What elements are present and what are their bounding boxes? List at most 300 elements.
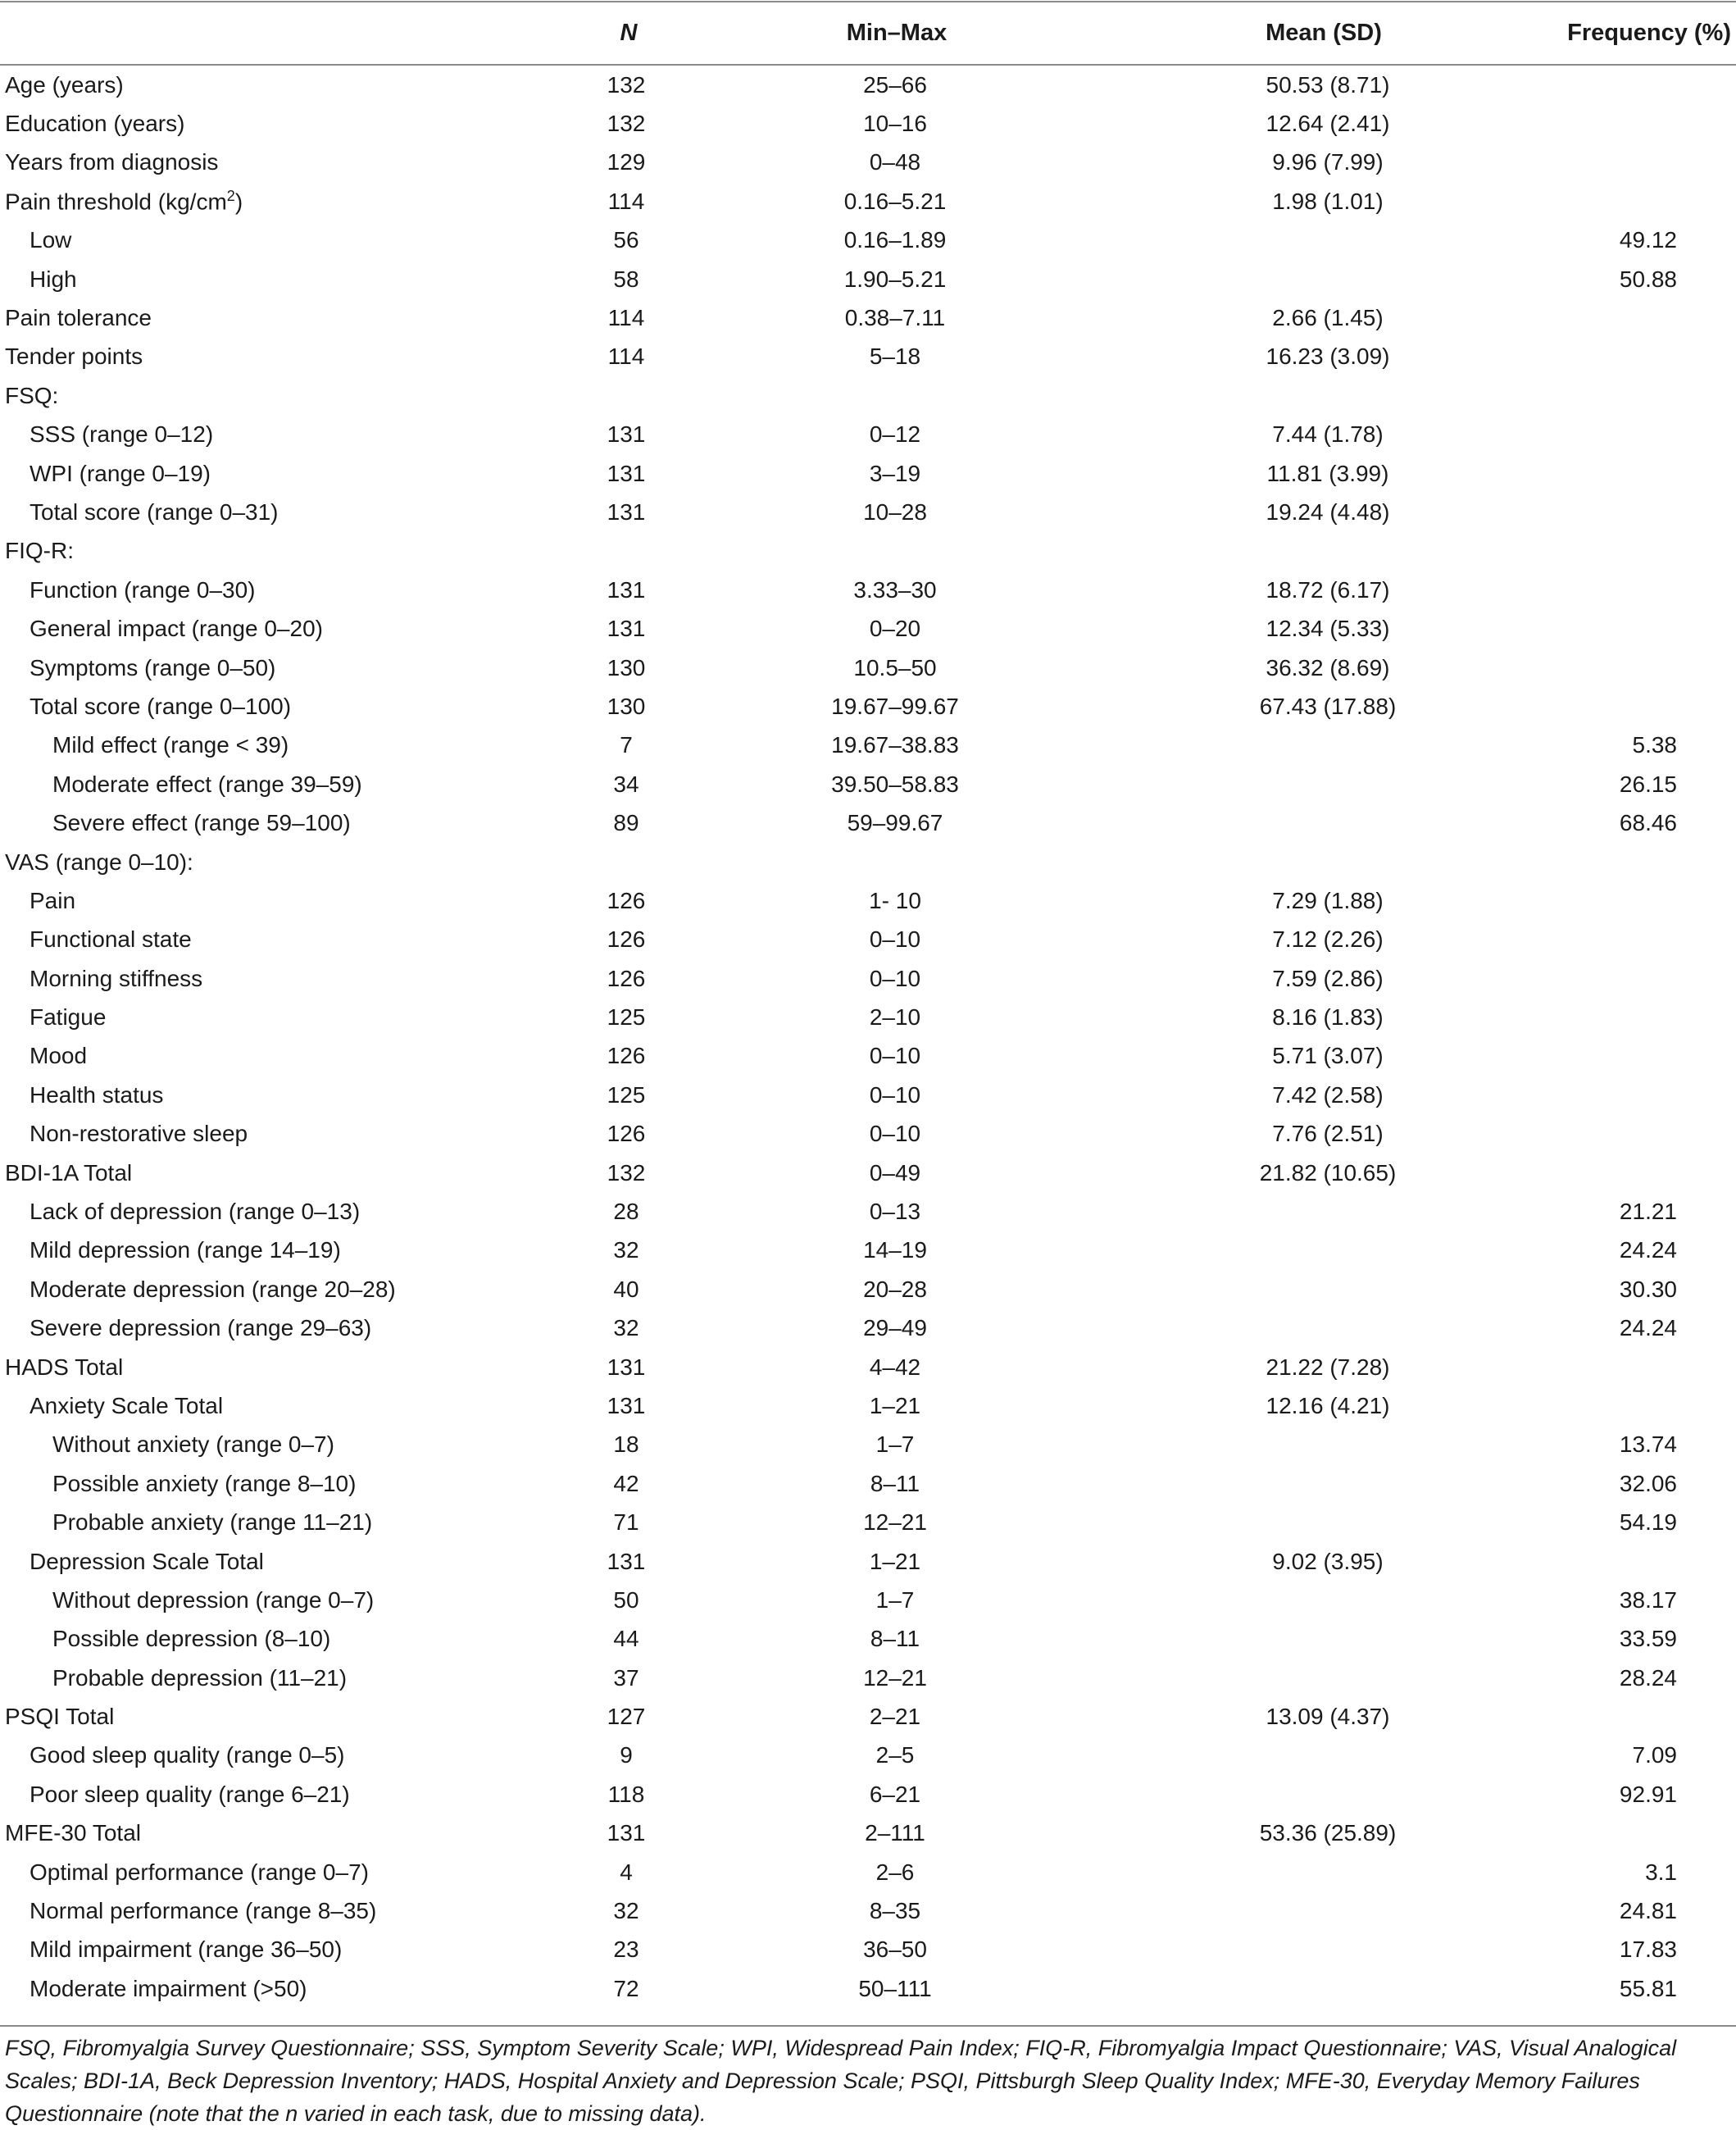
cell-min-max	[688, 376, 1164, 415]
table-row	[0, 104, 1736, 143]
row-label	[0, 959, 574, 998]
cell-n: 89	[613, 810, 639, 836]
cell-n: 126	[607, 1121, 646, 1147]
table-row	[0, 182, 1736, 221]
row-label	[0, 532, 574, 571]
row-label-text: Age (years)	[5, 71, 124, 98]
cell-n: 9	[620, 1742, 633, 1768]
cell-min-max: 19.67–38.83	[831, 732, 959, 758]
table-bottom-rule	[0, 2025, 1736, 2027]
cell-frequency	[1451, 1037, 1736, 1076]
cell-n: 131	[607, 460, 646, 486]
cell-n: 132	[607, 71, 646, 98]
cell-min-max: 1–7	[875, 1431, 915, 1458]
table-row	[0, 1192, 1736, 1231]
cell-n: 71	[613, 1509, 639, 1536]
cell-min-max: 29–49	[863, 1315, 927, 1341]
cell-min-max: 0–10	[869, 965, 921, 991]
row-label-text: WPI (range 0–19)	[30, 460, 211, 486]
cell-min-max: 0–12	[869, 421, 921, 448]
table-row	[0, 338, 1736, 376]
table-row	[0, 454, 1736, 493]
table-row	[0, 1814, 1736, 1853]
cell-mean-sd: 50.53 (8.71)	[1266, 71, 1390, 98]
cell-min-max	[688, 532, 1164, 571]
table-row	[0, 1270, 1736, 1308]
row-label-text: Moderate depression (range 20–28)	[30, 1276, 396, 1302]
row-label	[0, 1853, 574, 1891]
table-row	[0, 649, 1736, 687]
cell-min-max: 0–10	[869, 1121, 921, 1147]
cell-frequency: 33.59	[1619, 1626, 1677, 1652]
table-row	[0, 803, 1736, 842]
row-label	[0, 803, 574, 842]
row-label-text: Poor sleep quality (range 6–21)	[30, 1781, 350, 1807]
cell-n	[574, 843, 688, 881]
row-label-text: Symptoms (range 0–50)	[30, 654, 276, 680]
cell-min-max: 36–50	[863, 1937, 927, 1963]
row-label-text: FSQ:	[5, 382, 59, 408]
table-row	[0, 1231, 1736, 1270]
cell-min-max: 8–11	[870, 1626, 920, 1652]
row-label	[0, 1891, 574, 1930]
row-label-text: Total score (range 0–100)	[30, 693, 292, 719]
cell-n: 130	[607, 654, 646, 680]
cell-frequency	[1451, 532, 1736, 571]
cell-frequency: 54.19	[1619, 1509, 1677, 1536]
row-label	[0, 1270, 574, 1308]
cell-min-max: 0.38–7.11	[844, 305, 946, 331]
cell-n	[574, 532, 688, 571]
table-row	[0, 1309, 1736, 1348]
table-row	[0, 493, 1736, 531]
table-row	[0, 376, 1736, 415]
cell-frequency	[1451, 1814, 1736, 1853]
row-label-text: HADS Total	[5, 1354, 124, 1380]
cell-min-max: 0–13	[869, 1199, 921, 1225]
row-label-text: Fatigue	[30, 1004, 107, 1031]
cell-frequency	[1451, 338, 1736, 376]
cell-frequency: 24.24	[1619, 1237, 1677, 1263]
cell-mean-sd	[1164, 1503, 1451, 1541]
row-label	[0, 1931, 574, 1969]
cell-frequency	[1451, 1386, 1736, 1425]
row-label-text: Functional state	[30, 926, 192, 953]
table-row	[0, 1503, 1736, 1541]
cell-mean-sd: 13.09 (4.37)	[1266, 1704, 1390, 1730]
cell-n: 114	[607, 344, 645, 370]
header-n: N	[620, 19, 638, 46]
cell-mean-sd	[1164, 1464, 1451, 1503]
cell-mean-sd	[1164, 1736, 1451, 1775]
cell-frequency: 28.24	[1619, 1664, 1677, 1691]
cell-mean-sd	[1164, 1192, 1451, 1231]
cell-n: 50	[613, 1586, 639, 1613]
row-label	[0, 687, 574, 726]
cell-min-max: 12–21	[863, 1509, 927, 1536]
row-label	[0, 104, 574, 143]
cell-min-max: 6–21	[869, 1781, 921, 1807]
cell-mean-sd: 12.34 (5.33)	[1266, 616, 1390, 642]
row-label-text: Mild effect (range < 39)	[52, 732, 289, 758]
cell-frequency	[1451, 298, 1736, 337]
cell-n: 58	[613, 266, 639, 292]
row-label	[0, 1620, 574, 1659]
row-label	[0, 260, 574, 298]
cell-n: 132	[607, 1159, 646, 1186]
table-row	[0, 1736, 1736, 1775]
cell-frequency: 49.12	[1619, 227, 1677, 253]
cell-frequency: 24.81	[1619, 1898, 1677, 1924]
row-label	[0, 1542, 574, 1581]
table-row	[0, 1076, 1736, 1114]
row-label	[0, 1309, 574, 1348]
cell-n: 132	[607, 111, 646, 137]
cell-frequency	[1451, 843, 1736, 881]
cell-mean-sd: 19.24 (4.48)	[1266, 498, 1390, 525]
table-row	[0, 221, 1736, 260]
cell-n: 7	[620, 732, 633, 758]
cell-n: 34	[613, 771, 639, 797]
table-row	[0, 1697, 1736, 1736]
row-label	[0, 1659, 574, 1697]
row-label	[0, 143, 574, 182]
row-label	[0, 1192, 574, 1231]
cell-frequency	[1451, 416, 1736, 454]
table-row	[0, 298, 1736, 337]
cell-n: 4	[620, 1859, 633, 1885]
header-mean-sd: Mean (SD)	[1266, 19, 1382, 46]
row-label	[0, 921, 574, 959]
cell-frequency	[1451, 609, 1736, 648]
cell-min-max: 0–49	[869, 1159, 921, 1186]
cell-min-max: 39.50–58.83	[831, 771, 959, 797]
row-label-text: FIQ-R:	[5, 538, 74, 564]
cell-frequency	[1451, 1076, 1736, 1114]
row-label-text: Pain	[30, 887, 76, 913]
row-label	[0, 765, 574, 803]
cell-mean-sd: 9.02 (3.95)	[1272, 1548, 1384, 1574]
cell-frequency	[1451, 66, 1736, 104]
cell-frequency: 3.1	[1645, 1859, 1677, 1885]
cell-n: 125	[607, 1004, 646, 1031]
cell-n: 18	[613, 1431, 639, 1458]
row-label-text: Severe depression (range 29–63)	[30, 1315, 372, 1341]
cell-mean-sd: 12.16 (4.21)	[1266, 1392, 1390, 1418]
table-row	[0, 1464, 1736, 1503]
cell-frequency	[1451, 1115, 1736, 1154]
cell-frequency	[1451, 143, 1736, 182]
row-label-text: Possible depression (8–10)	[52, 1626, 331, 1652]
cell-mean-sd: 67.43 (17.88)	[1259, 693, 1397, 719]
cell-n: 125	[607, 1081, 646, 1108]
header-row	[0, 0, 1736, 66]
table-body	[0, 66, 1736, 2009]
table-row	[0, 1620, 1736, 1659]
cell-n: 114	[607, 305, 645, 331]
table-row	[0, 1386, 1736, 1425]
cell-min-max: 19.67–99.67	[831, 693, 959, 719]
cell-mean-sd	[1164, 1775, 1451, 1814]
cell-min-max: 2–10	[869, 1004, 921, 1031]
cell-frequency	[1451, 649, 1736, 687]
cell-mean-sd: 7.76 (2.51)	[1272, 1121, 1384, 1147]
cell-mean-sd	[1164, 1969, 1451, 2008]
cell-n: 32	[613, 1237, 639, 1263]
row-label	[0, 843, 574, 881]
cell-mean-sd: 7.29 (1.88)	[1272, 887, 1384, 913]
cell-mean-sd	[1164, 1659, 1451, 1697]
row-label	[0, 298, 574, 337]
cell-frequency: 7.09	[1632, 1742, 1677, 1768]
table-row	[0, 1542, 1736, 1581]
table-footnote: FSQ, Fibromyalgia Survey Questionnaire; SSS, Symptom Severity Scale; WPI, Widespread Pain Index; FIQ-R, Fibromyalgia Impact Questionnaire; VAS, Visual Analogical Scales; BDI-1A, Beck Depression Inventory; HADS, Hospital Anxiety and Depression Scale; PSQI, Pittsburgh Sleep Quality Index; MFE-30, Everyday Memory Failures Questionnaire (note that the n varied in each task, due to missing data).	[5, 2036, 1677, 2126]
table-row	[0, 1969, 1736, 2008]
table-row	[0, 416, 1736, 454]
row-label-text: Probable anxiety (range 11–21)	[52, 1509, 373, 1536]
row-label	[0, 1775, 574, 1814]
cell-frequency	[1451, 454, 1736, 493]
cell-n: 40	[613, 1276, 639, 1302]
cell-frequency	[1451, 1348, 1736, 1386]
header-frequency: Frequency (%)	[1567, 19, 1731, 46]
cell-min-max: 0–48	[869, 149, 921, 175]
row-label	[0, 1348, 574, 1386]
row-label-text: Pain threshold (kg/cm	[5, 189, 227, 215]
cell-frequency: 5.38	[1632, 732, 1677, 758]
row-label-text: General impact (range 0–20)	[30, 616, 323, 642]
cell-min-max: 0–10	[869, 1043, 921, 1069]
cell-min-max: 3–19	[869, 460, 921, 486]
cell-mean-sd: 53.36 (25.89)	[1259, 1820, 1397, 1846]
row-label-text: Low	[30, 227, 72, 253]
cell-frequency: 50.88	[1619, 266, 1677, 292]
cell-min-max: 0–20	[869, 616, 921, 642]
header-label	[0, 0, 574, 66]
cell-n: 42	[613, 1470, 639, 1496]
cell-min-max: 50–111	[858, 1975, 932, 2001]
cell-min-max: 1- 10	[869, 887, 921, 913]
row-label	[0, 1154, 574, 1192]
cell-min-max: 4–42	[869, 1354, 921, 1380]
cell-frequency: 55.81	[1619, 1975, 1677, 2001]
cell-mean-sd: 9.96 (7.99)	[1272, 149, 1384, 175]
table-row	[0, 609, 1736, 648]
cell-frequency	[1451, 881, 1736, 920]
row-label-text: Function (range 0–30)	[30, 576, 256, 603]
table-row	[0, 1853, 1736, 1891]
row-label	[0, 881, 574, 920]
table-row	[0, 1154, 1736, 1192]
table-row	[0, 998, 1736, 1036]
cell-mean-sd: 36.32 (8.69)	[1266, 654, 1390, 680]
row-label-text: Years from diagnosis	[5, 149, 219, 175]
cell-min-max: 25–66	[863, 71, 927, 98]
cell-mean-sd	[1164, 843, 1451, 881]
cell-min-max	[688, 843, 1164, 881]
cell-mean-sd: 7.12 (2.26)	[1272, 926, 1384, 953]
table-row	[0, 1659, 1736, 1697]
cell-min-max: 12–21	[863, 1664, 927, 1691]
cell-mean-sd	[1164, 1426, 1451, 1464]
cell-n: 23	[613, 1937, 639, 1963]
cell-n: 130	[607, 693, 646, 719]
table-row	[0, 843, 1736, 881]
row-label-suffix: )	[234, 189, 243, 215]
row-label	[0, 1736, 574, 1775]
table-row	[0, 1426, 1736, 1464]
row-label-text: Probable depression (11–21)	[52, 1664, 348, 1691]
cell-mean-sd	[1164, 1891, 1451, 1930]
row-label	[0, 571, 574, 609]
cell-n: 72	[613, 1975, 639, 2001]
cell-mean-sd	[1164, 726, 1451, 765]
cell-frequency: 68.46	[1619, 810, 1677, 836]
cell-min-max: 2–5	[875, 1742, 915, 1768]
cell-frequency: 26.15	[1619, 771, 1677, 797]
cell-mean-sd	[1164, 1853, 1451, 1891]
row-label-text: Mild impairment (range 36–50)	[30, 1937, 343, 1963]
cell-mean-sd: 5.71 (3.07)	[1272, 1043, 1384, 1069]
cell-mean-sd: 21.82 (10.65)	[1259, 1159, 1397, 1186]
cell-mean-sd: 18.72 (6.17)	[1266, 576, 1390, 603]
table-row	[0, 571, 1736, 609]
cell-n: 28	[613, 1199, 639, 1225]
cell-frequency	[1451, 998, 1736, 1036]
cell-n: 126	[607, 926, 646, 953]
row-label	[0, 493, 574, 531]
row-label	[0, 1231, 574, 1270]
cell-mean-sd	[1164, 376, 1451, 415]
table-row	[0, 1891, 1736, 1930]
row-label-text: Without anxiety (range 0–7)	[52, 1431, 334, 1458]
row-label-text: Morning stiffness	[30, 965, 203, 991]
cell-n: 37	[613, 1664, 639, 1691]
table-row	[0, 1581, 1736, 1619]
row-label-text: Education (years)	[5, 111, 185, 137]
cell-mean-sd	[1164, 803, 1451, 842]
cell-frequency	[1451, 959, 1736, 998]
row-label	[0, 1581, 574, 1619]
row-label-text: Moderate impairment (>50)	[30, 1975, 307, 2001]
cell-n: 131	[607, 421, 646, 448]
row-label	[0, 609, 574, 648]
cell-n: 129	[607, 149, 646, 175]
cell-n: 131	[607, 498, 646, 525]
cell-mean-sd	[1164, 221, 1451, 260]
header-min-max: Min–Max	[846, 19, 948, 46]
cell-frequency	[1451, 571, 1736, 609]
cell-frequency	[1451, 1542, 1736, 1581]
cell-mean-sd: 12.64 (2.41)	[1266, 111, 1390, 137]
cell-n: 118	[607, 1781, 645, 1807]
cell-mean-sd	[1164, 765, 1451, 803]
cell-n: 126	[607, 1043, 646, 1069]
cell-min-max: 2–21	[869, 1704, 921, 1730]
row-label	[0, 1386, 574, 1425]
cell-mean-sd: 7.44 (1.78)	[1272, 421, 1384, 448]
cell-frequency	[1451, 921, 1736, 959]
cell-min-max: 10.5–50	[853, 654, 937, 680]
cell-min-max: 14–19	[863, 1237, 927, 1263]
cell-frequency: 38.17	[1619, 1586, 1677, 1613]
row-label	[0, 1115, 574, 1154]
cell-frequency: 13.74	[1619, 1431, 1677, 1458]
row-label	[0, 1464, 574, 1503]
cell-min-max: 20–28	[863, 1276, 927, 1302]
cell-min-max: 59–99.67	[847, 810, 943, 836]
table-row	[0, 532, 1736, 571]
table-row	[0, 687, 1736, 726]
row-label-text: Moderate effect (range 39–59)	[52, 771, 362, 797]
table-row	[0, 959, 1736, 998]
row-label-text: Optimal performance (range 0–7)	[30, 1859, 369, 1885]
cell-n: 131	[607, 1392, 646, 1418]
row-label-text: Possible anxiety (range 8–10)	[52, 1470, 357, 1496]
row-label-text: VAS (range 0–10):	[5, 849, 193, 875]
cell-n: 126	[607, 887, 646, 913]
cell-mean-sd: 7.42 (2.58)	[1272, 1081, 1384, 1108]
cell-frequency	[1451, 376, 1736, 415]
cell-frequency	[1451, 687, 1736, 726]
cell-n: 131	[607, 616, 646, 642]
cell-frequency	[1451, 182, 1736, 221]
cell-min-max: 8–35	[869, 1898, 921, 1924]
row-label-text: Non-restorative sleep	[30, 1121, 248, 1147]
cell-n: 131	[607, 1354, 646, 1380]
table-row	[0, 260, 1736, 298]
row-label-text: Tender points	[5, 344, 143, 370]
row-label	[0, 66, 574, 104]
table-row	[0, 66, 1736, 104]
cell-mean-sd	[1164, 1931, 1451, 1969]
cell-mean-sd: 2.66 (1.45)	[1272, 305, 1384, 331]
cell-n: 127	[607, 1704, 646, 1730]
row-label-text: Mood	[30, 1043, 88, 1069]
row-label-text: Mild depression (range 14–19)	[30, 1237, 341, 1263]
table-row	[0, 1115, 1736, 1154]
cell-mean-sd	[1164, 1581, 1451, 1619]
row-label-text: Good sleep quality (range 0–5)	[30, 1742, 345, 1768]
cell-mean-sd	[1164, 1270, 1451, 1308]
row-label	[0, 726, 574, 765]
table-row	[0, 765, 1736, 803]
cell-min-max: 0–10	[869, 926, 921, 953]
row-label-text: MFE-30 Total	[5, 1820, 141, 1846]
row-label	[0, 1814, 574, 1853]
row-label	[0, 1037, 574, 1076]
cell-mean-sd: 1.98 (1.01)	[1272, 188, 1384, 214]
row-label	[0, 1697, 574, 1736]
row-label-text: BDI-1A Total	[5, 1159, 133, 1186]
cell-min-max: 1.90–5.21	[843, 266, 947, 292]
cell-min-max: 0–10	[869, 1081, 921, 1108]
table-row	[0, 881, 1736, 920]
row-label-text: High	[30, 266, 77, 292]
cell-min-max: 1–21	[869, 1392, 921, 1418]
row-label-text: Total score (range 0–31)	[30, 498, 279, 525]
cell-min-max: 1–21	[869, 1548, 921, 1574]
cell-mean-sd: 7.59 (2.86)	[1272, 965, 1384, 991]
cell-frequency: 32.06	[1619, 1470, 1677, 1496]
cell-n: 131	[607, 1548, 646, 1574]
cell-mean-sd: 11.81 (3.99)	[1266, 460, 1389, 486]
row-label	[0, 182, 574, 221]
table-row	[0, 726, 1736, 765]
cell-min-max: 1–7	[875, 1586, 915, 1613]
cell-min-max: 2–111	[865, 1820, 925, 1846]
row-label	[0, 1076, 574, 1114]
